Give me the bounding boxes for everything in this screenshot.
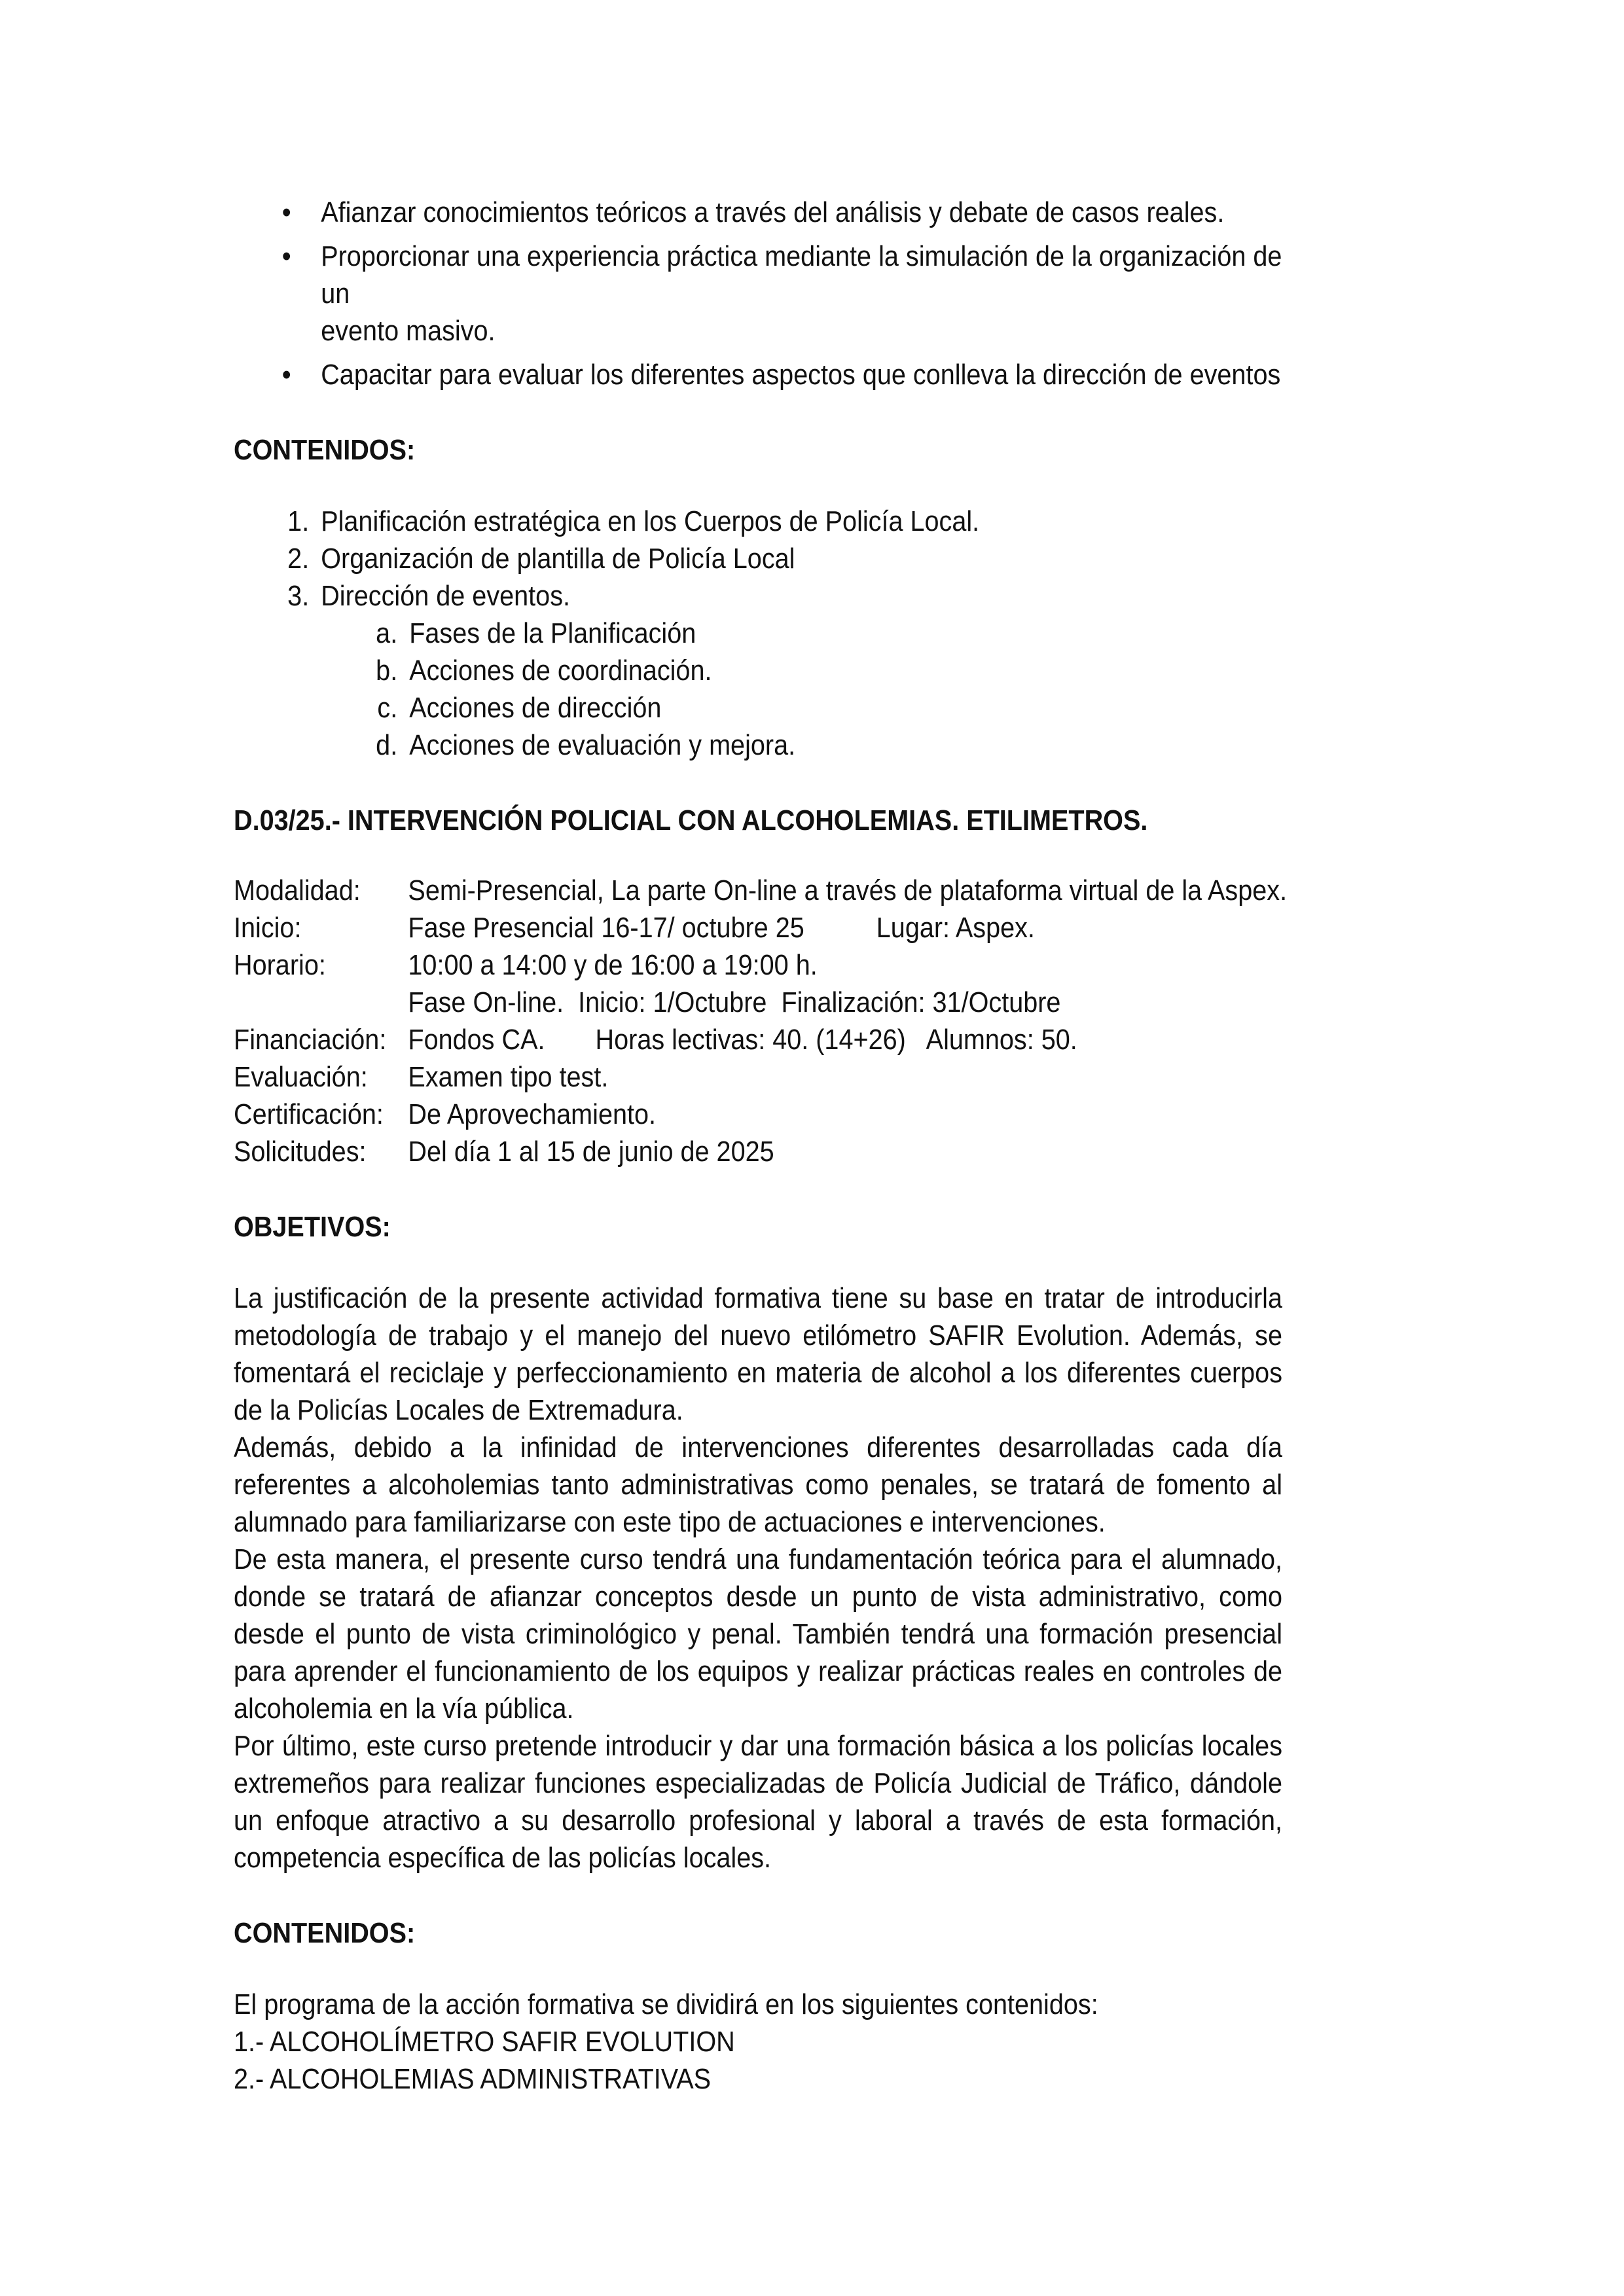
course-info-table	[234, 872, 1288, 1170]
list-item: 2. Organización de plantilla de Policía Local	[287, 543, 795, 575]
bullet-item: • Afianzar conocimientos teóricos a través del análisis y debate de casos reales.	[234, 194, 1282, 231]
program-item: 2.- ALCOHOLEMIAS ADMINISTRATIVAS	[234, 2063, 712, 2095]
sub-list-item: c. Acciones de dirección	[377, 692, 662, 724]
objectives-paragraph: De esta manera, el presente curso tendrá una fundamentación teórica para el alumnado, donde se tratará de afianzar conceptos desde un punto de vista administrativo, como desde el punto de vista criminológico y penal. También tendrá una formación presencial para aprender el funcionamiento de los equipos y realizar prácticas reales en controles de alcoholemia en la vía pública.	[234, 1543, 1282, 1725]
info-row: Certificación: De Aprovechamiento.	[234, 1098, 657, 1130]
sub-list-item: d. Acciones de evaluación y mejora.	[376, 729, 796, 761]
info-row: Fase On-line. Inicio: 1/Octubre Finalización: 31/Octubre	[408, 986, 1061, 1018]
contents-list	[234, 503, 1282, 764]
info-row: Inicio: Fase Presencial 16-17/ octubre 25 Lugar: Aspex.	[234, 912, 1035, 944]
objectives-paragraph: Además, debido a la infinidad de intervenciones diferentes desarrolladas cada día referentes a alcoholemias tanto administrativas como penales, se tratará de fomento al alumnado para familiarizarse con este tipo de actuaciones e intervenciones.	[234, 1431, 1282, 1538]
bullet-dot-icon: •	[281, 240, 291, 272]
info-row: Modalidad: Semi-Presencial, La parte On-line a través de plataforma virtual de la Aspex.	[234, 874, 1288, 906]
contents-heading: CONTENIDOS:	[234, 434, 416, 466]
bullet-dot-icon: •	[281, 359, 291, 391]
info-row: Horario: 10:00 a 14:00 y de 16:00 a 19:00 h.	[234, 949, 818, 981]
objectives-bullet-list	[234, 194, 1282, 393]
course-title: D.03/25.- INTERVENCIÓN POLICIAL CON ALCOHOLEMIAS. ETILIMETROS.	[234, 804, 1148, 836]
sub-list-item: b. Acciones de coordinación.	[376, 655, 712, 687]
info-row: Evaluación: Examen tipo test.	[234, 1061, 609, 1093]
list-item: 1. Planificación estratégica en los Cuerpos de Policía Local.	[287, 505, 980, 537]
program-item: 1.- ALCOHOLÍMETRO SAFIR EVOLUTION	[234, 2026, 735, 2058]
objectives-paragraph: La justificación de la presente actividad formativa tiene su base en tratar de introducirla metodología de trabajo y el manejo del nuevo etilómetro SAFIR Evolution. Además, se fomentará el reciclaje y perfeccionamiento en materia de alcohol a los diferentes cuerpos de la Policías Locales de Extremadura.	[234, 1282, 1282, 1426]
bullet-item: • Proporcionar una experiencia práctica mediante la simulación de la organización de un evento masivo.	[234, 238, 1282, 350]
list-item: 3. Dirección de eventos.	[287, 580, 571, 612]
objectives-heading: OBJETIVOS:	[234, 1211, 391, 1243]
info-row: Solicitudes: Del día 1 al 15 de junio de 2025	[234, 1136, 774, 1168]
bullet-dot-icon: •	[281, 196, 291, 228]
program-intro: El programa de la acción formativa se dividirá en los siguientes contenidos:	[234, 1988, 1098, 2020]
info-row: Financiación: Fondos CA. Horas lectivas: 40. (14+26) Alumnos: 50.	[234, 1024, 1077, 1056]
sub-list-item: a. Fases de la Planificación	[376, 617, 696, 649]
objectives-paragraph: Por último, este curso pretende introducir y dar una formación básica a los policías locales extremeños para realizar funciones especializadas de Policía Judicial de Tráfico, dándole un enfoque atractivo a su desarrollo profesional y laboral a través de esta formación, competencia específica de las policías locales.	[234, 1730, 1282, 1874]
contents-heading: CONTENIDOS:	[234, 1917, 416, 1949]
document-page	[234, 194, 1288, 2098]
bullet-item: • Capacitar para evaluar los diferentes aspectos que conlleva la dirección de eventos	[234, 356, 1282, 393]
